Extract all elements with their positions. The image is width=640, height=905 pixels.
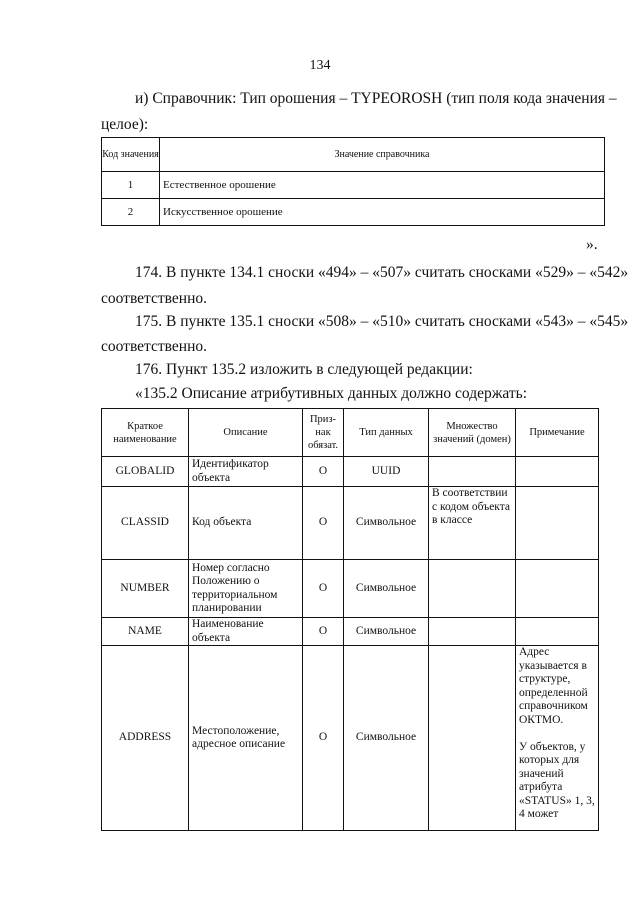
table-row — [102, 457, 599, 487]
cell-description: Местоположение, адресное описание — [189, 646, 303, 831]
cell-note: Адрес указывается в структуре, определенной справочником ОКТМО. У объектов, у которых для значений атрибута «STATUS» 1, 3, 4 может — [516, 646, 599, 831]
cell-note — [516, 457, 599, 487]
header-short-name: Краткое наименование — [102, 409, 189, 457]
section-i-heading-line1: и) Справочник: Тип орошения – TYPEOROSH (тип поля кода значения – — [135, 90, 617, 107]
header-required: Приз-нак обязат. — [303, 409, 344, 457]
cell-data-type: Символьное — [344, 646, 429, 831]
header-description: Описание — [189, 409, 303, 457]
cell-short-name: NUMBER — [102, 560, 189, 618]
attribute-table — [101, 408, 599, 831]
cell-domain: В соответствии с кодом объекта в классе — [429, 487, 516, 560]
cell-description: Наименование объекта — [189, 618, 303, 646]
page-number: 134 — [309, 58, 331, 73]
cell-description: Номер согласно Положению о территориальном планировании — [189, 560, 303, 618]
table-row — [102, 646, 599, 831]
cell-required: О — [303, 646, 344, 831]
table-row — [102, 172, 605, 199]
cell-note — [516, 618, 599, 646]
table-header-row — [102, 138, 605, 172]
cell-domain — [429, 646, 516, 831]
table-closing-quote: ». — [586, 236, 598, 253]
cell-required: О — [303, 618, 344, 646]
header-data-type: Тип данных — [344, 409, 429, 457]
row-code: 1 — [102, 172, 160, 199]
paragraph-176: 176. Пункт 135.2 изложить в следующей редакции: — [135, 361, 473, 378]
cell-data-type: Символьное — [344, 560, 429, 618]
paragraph-175-line2: соответственно. — [101, 338, 207, 355]
header-value: Значение справочника — [160, 138, 605, 172]
cell-required: О — [303, 560, 344, 618]
cell-domain — [429, 618, 516, 646]
cell-domain — [429, 560, 516, 618]
paragraph-174-line2: соответственно. — [101, 290, 207, 307]
section-i-heading-line2: целое): — [101, 116, 149, 133]
paragraph-175-line1: 175. В пункте 135.1 сноски «508» – «510» считать сносками «543» – «545» — [135, 313, 629, 330]
row-value: Искусственное орошение — [160, 199, 605, 226]
header-code: Код значения — [102, 138, 160, 172]
cell-data-type: Символьное — [344, 487, 429, 560]
table-row — [102, 487, 599, 560]
header-domain: Множество значений (домен) — [429, 409, 516, 457]
paragraph-135-2: «135.2 Описание атрибутивных данных должно содержать: — [135, 385, 528, 402]
table-header-row — [102, 409, 599, 457]
cell-short-name: GLOBALID — [102, 457, 189, 487]
row-value: Естественное орошение — [160, 172, 605, 199]
table-row — [102, 560, 599, 618]
cell-required: О — [303, 457, 344, 487]
reference-table — [101, 137, 605, 226]
paragraph-174-line1: 174. В пункте 134.1 сноски «494» – «507» считать сносками «529» – «542» — [135, 264, 629, 281]
cell-note — [516, 560, 599, 618]
table-row — [102, 199, 605, 226]
cell-description: Идентификатор объекта — [189, 457, 303, 487]
cell-data-type: UUID — [344, 457, 429, 487]
cell-short-name: ADDRESS — [102, 646, 189, 831]
header-note: Примечание — [516, 409, 599, 457]
cell-short-name: NAME — [102, 618, 189, 646]
cell-required: О — [303, 487, 344, 560]
cell-description: Код объекта — [189, 487, 303, 560]
cell-data-type: Символьное — [344, 618, 429, 646]
cell-domain — [429, 457, 516, 487]
cell-short-name: CLASSID — [102, 487, 189, 560]
row-code: 2 — [102, 199, 160, 226]
cell-note — [516, 487, 599, 560]
table-row — [102, 618, 599, 646]
